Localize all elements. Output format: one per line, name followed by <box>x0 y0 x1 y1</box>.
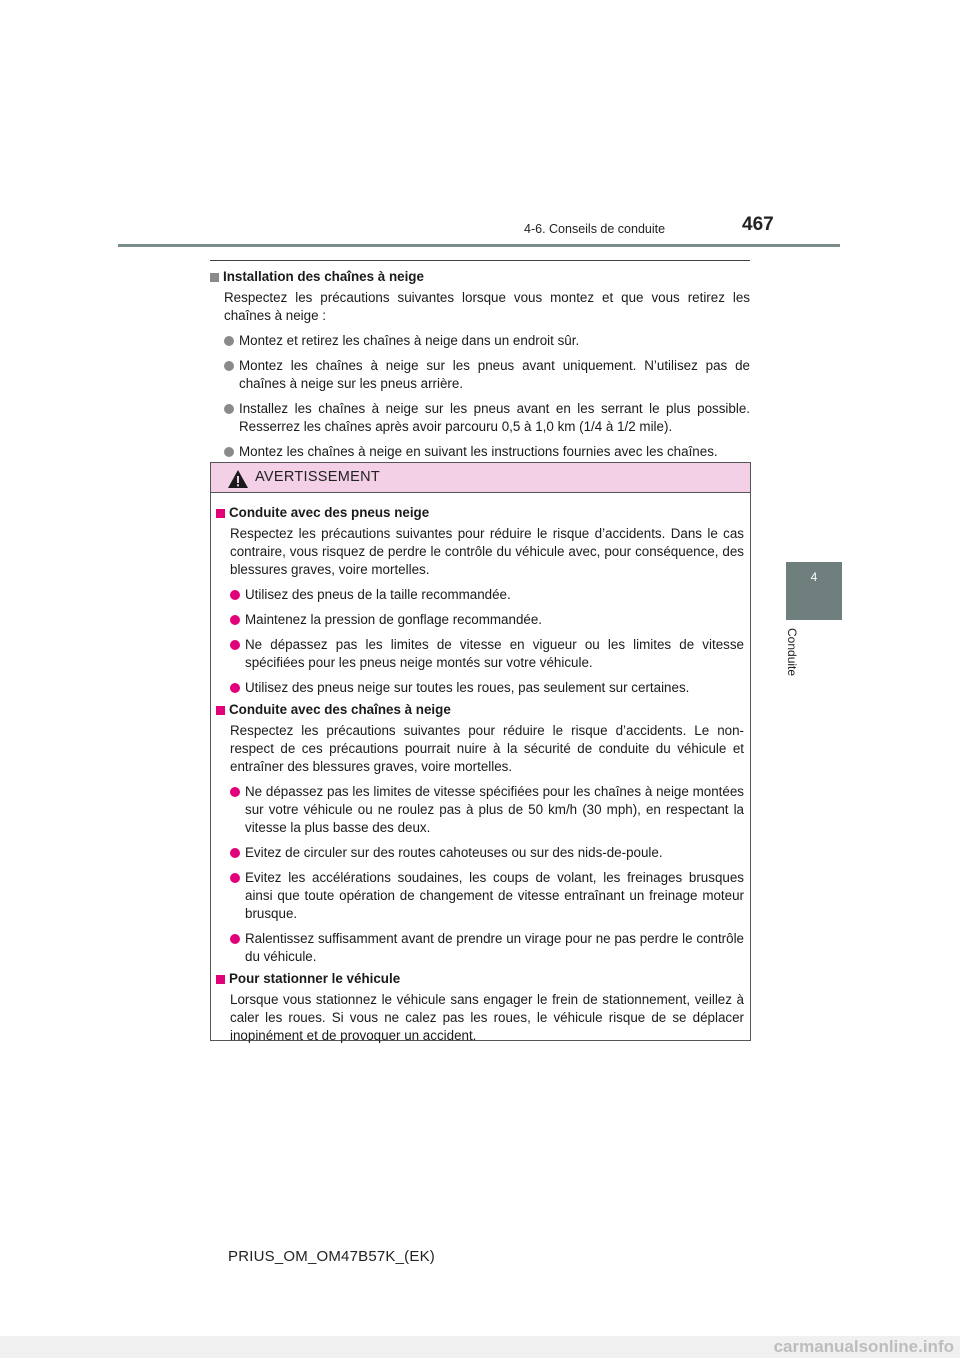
round-bullet-icon <box>224 336 234 346</box>
list-item <box>230 611 744 629</box>
square-bullet-icon <box>216 706 225 715</box>
round-bullet-icon <box>224 361 234 371</box>
warning-header <box>211 463 750 493</box>
square-bullet-icon <box>216 975 225 984</box>
list-item <box>224 400 750 436</box>
section-heading: 4-6. Conseils de conduite <box>524 222 666 236</box>
warning-section-text: Respectez les précautions suivantes pour réduire le risque d’accidents. Dans le cas contraire, vous risquez de perdre le contrôle du véhicule avec, pour conséquence, des blessures graves, voire mortelles. <box>230 526 744 577</box>
warning-body <box>211 493 750 1045</box>
round-bullet-icon <box>230 934 240 944</box>
list-item <box>230 586 744 604</box>
installation-intro: Respectez les précautions suivantes lorsque vous montez et que vous retirez les chaînes à neige : <box>224 290 750 323</box>
list-item-text: Utilisez des pneus neige sur toutes les roues, pas seulement sur certaines. <box>245 680 690 695</box>
warning-section-title-text: Conduite avec des pneus neige <box>229 505 430 520</box>
document-id: PRIUS_OM_OM47B57K_(EK) <box>228 1248 435 1265</box>
list-item <box>230 783 744 837</box>
list-item-text: Ne dépassez pas les limites de vitesse spécifiées pour les chaînes à neige montées sur votre véhicule ou ne roulez pas à plus de 50 km/h (30 mph), en respectant la vitesse la plus basse des deux. <box>245 784 744 835</box>
list-item <box>224 357 750 393</box>
warning-section-title-text: Pour stationner le véhicule <box>229 971 401 986</box>
chapter-label-wrap <box>785 628 805 688</box>
round-bullet-icon <box>230 873 240 883</box>
chapter-tab <box>786 562 842 620</box>
round-bullet-icon <box>224 447 234 457</box>
warning-triangle-icon <box>227 469 249 489</box>
list-item <box>230 844 744 862</box>
round-bullet-icon <box>230 640 240 650</box>
list-item-text: Utilisez des pneus de la taille recommandée. <box>245 587 511 602</box>
list-item-text: Montez les chaînes à neige sur les pneus avant uniquement. N’utilisez pas de chaînes à neige sur les pneus arrière. <box>239 358 750 391</box>
list-item <box>224 443 750 461</box>
square-bullet-icon <box>216 509 225 518</box>
list-item <box>230 869 744 923</box>
list-item <box>224 332 750 350</box>
list-item-text: Evitez de circuler sur des routes cahoteuses ou sur des nids-de-poule. <box>245 845 663 860</box>
list-item-text: Evitez les accélérations soudaines, les coups de volant, les freinages brusques ainsi que toute opération de changement de vitesse entraînant un freinage moteur brusque. <box>245 870 744 921</box>
warning-box <box>210 462 751 1041</box>
header-divider <box>118 244 840 247</box>
warning-section-text: Respectez les précautions suivantes pour réduire le risque d’accidents. Le non-respect de ces précautions pourrait nuire à la sécurité de conduite du véhicule et entraîner des blessures graves, voire mortelles. <box>230 723 744 774</box>
warning-section-title-text: Conduite avec des chaînes à neige <box>229 702 451 717</box>
warning-section-text: Lorsque vous stationnez le véhicule sans engager le frein de stationnement, veillez à caler les roues. Si vous ne calez pas les roues, le véhicule risque de se déplacer inopinément et de provoquer un accident. <box>230 992 744 1043</box>
round-bullet-icon <box>230 615 240 625</box>
list-item-text: Montez les chaînes à neige en suivant les instructions fournies avec les chaînes. <box>239 444 718 459</box>
round-bullet-icon <box>230 787 240 797</box>
list-item-text: Ne dépassez pas les limites de vitesse en vigueur ou les limites de vitesse spécifiées pour les pneus neige montés sur votre véhicule. <box>245 637 744 670</box>
warning-section-title <box>216 970 744 988</box>
warning-section-title <box>216 504 744 522</box>
watermark-bar <box>0 1336 960 1358</box>
list-item-text: Montez et retirez les chaînes à neige dans un endroit sûr. <box>239 333 580 348</box>
installation-title <box>210 268 750 286</box>
square-bullet-icon <box>210 273 219 282</box>
content-divider <box>210 260 750 261</box>
chapter-number: 4 <box>810 570 818 584</box>
warning-title: AVERTISSEMENT <box>255 469 381 485</box>
installation-section <box>210 268 750 461</box>
chapter-label: Conduite <box>785 628 799 677</box>
round-bullet-icon <box>230 848 240 858</box>
list-item <box>230 679 744 697</box>
list-item <box>230 636 744 672</box>
page-number: 467 <box>742 214 774 235</box>
list-item-text: Ralentissez suffisamment avant de prendre un virage pour ne pas perdre le contrôle du véhicule. <box>245 931 744 964</box>
round-bullet-icon <box>224 404 234 414</box>
watermark-text: carmanualsonline.info <box>773 1337 954 1356</box>
list-item-text: Installez les chaînes à neige sur les pneus avant en les serrant le plus possible. Resserrez les chaînes après avoir parcouru 0,5 à 1,0 km (1/4 à 1/2 mile). <box>239 401 750 434</box>
warning-section-title <box>216 701 744 719</box>
installation-title-text: Installation des chaînes à neige <box>223 269 424 284</box>
round-bullet-icon <box>230 683 240 693</box>
round-bullet-icon <box>230 590 240 600</box>
list-item-text: Maintenez la pression de gonflage recommandée. <box>245 612 543 627</box>
list-item <box>230 930 744 966</box>
